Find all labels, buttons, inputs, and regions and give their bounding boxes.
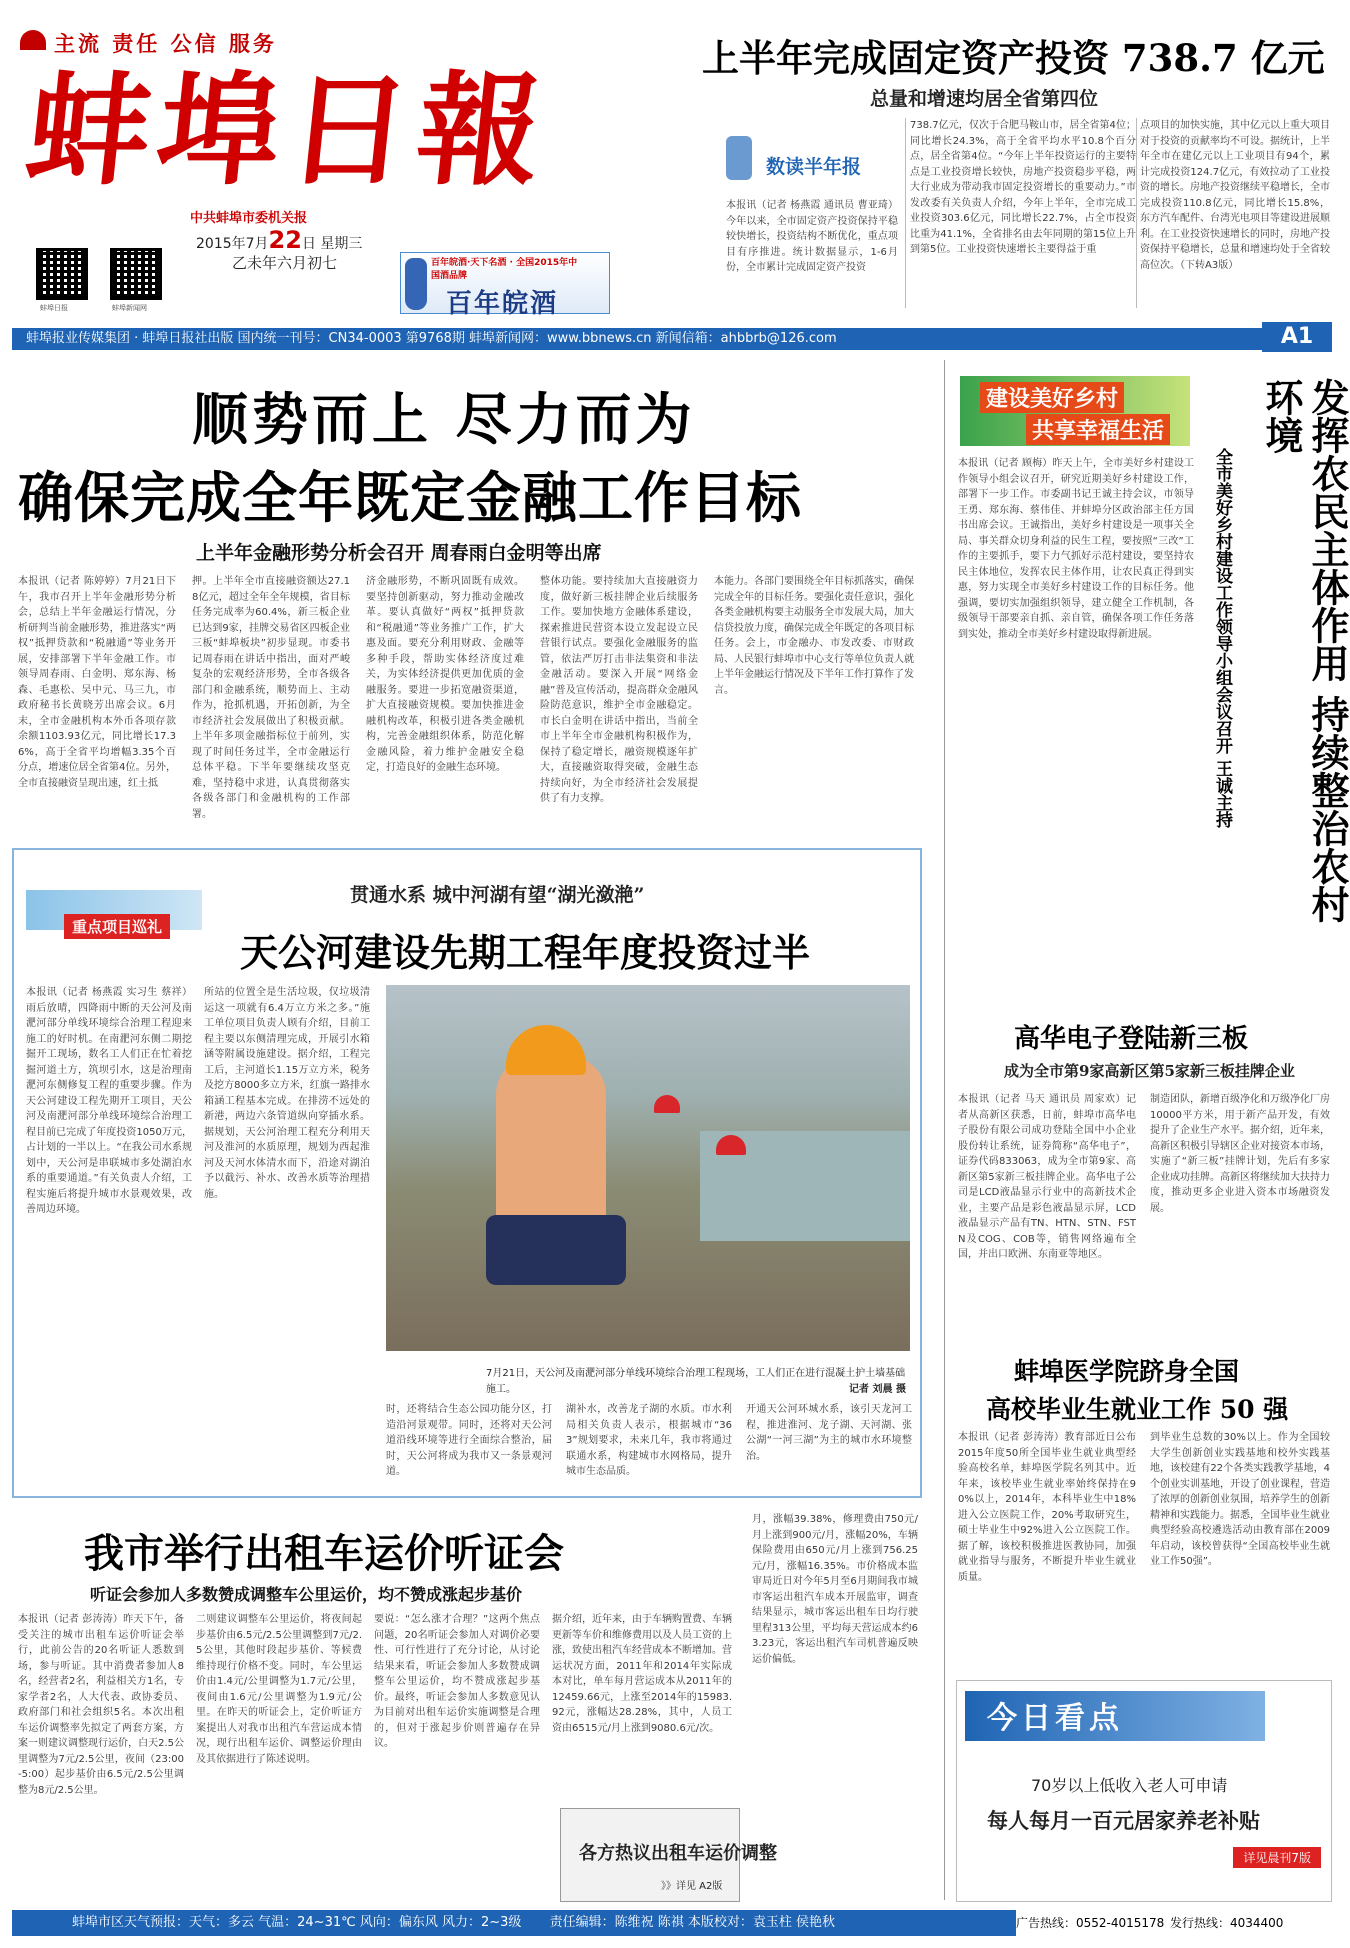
sponsor-line: 中共蚌埠市委机关报 [190,211,308,226]
qr-code-icon [110,248,162,300]
tech-headline: 高华电子登陆新三板 [1014,1024,1249,1054]
ad-tagline: 百年皖酒·天下名酒 · 全国2015年中国酒品牌 [431,258,578,281]
today-label: 今日看点 [987,1701,1123,1736]
tech-subhead: 成为全市第9家高新区第5家新三板挂牌企业 [1004,1062,1295,1080]
issue-date [196,226,362,254]
rural-body: 本报讯（记者 顾梅）昨天上午，全市美好乡村建设工作领导小组会议召开，研究近期美好乡村建设工作，部署下一步工作。市委副书记王诚主持会议，市领导王勇、郑东海、蔡伟佳、并蚌埠分区政治部主任方国书出席会议。王诚指出，美好乡村建设是一项事关全局、事关群众切身利益的民生工程，要按照“三改”工作的主要抓手，要下力气抓好示范村建设，要坚持农民主体地位，发挥农民主体作用，让农民真正得到实惠，努力实现全市美好乡村建设工作的目标任务。他强调，要切实加强组织领导，建立健全工作机制，各级领导干部要亲自抓、亲自管，确保各项工作任务落到实处，推动全市美好乡村建设取得新进展。 [958,458,1194,640]
banner-line-1: 建设美好乡村 [980,382,1124,413]
feature-kicker: 贯通水系 城中河湖有望“湖光潋滟” [350,884,645,906]
helmet-icon [506,1025,586,1075]
lead-col3: 济金融形势，不断巩固既有成效。要坚持创新驱动，努力推动金融改革。要认真做好“两权”抵押贷款和“税融通”等业务推广工作，扩大惠及面。要充分利用财政、金融等多种手段，帮助实体经济度过难关，为实体经济提供更加优质的金融服务。要进一步拓宽融资渠道，扩大直接融资规模。要加快推进金融机构改革，积极引进各类金融机构，完善金融组织体系，防范化解金融风险，着力维护金融安全稳定，打造良好的金融生态环境。 [366,576,524,773]
sidebar-divider [944,360,945,1900]
feature-bottom-1: 时，还将结合生态公园功能分区，打造沿河景观带。同时，还将对天公河道沿线环境等进行全面综合整治，届时，天公河将成为我市又一条景观河道。 [386,1404,552,1477]
column-divider [1136,118,1137,308]
top-story-col2: 738.7亿元，仅次于合肥马鞍山市，居全省第4位；同比增长24.3%，高于全省平均水平10.8个百分点，居全省第4位。“今年上半年投资运行的主要特点是工业投资增长较快，房地产投资稳步平稳，两大行业成为带动我市固定投资增长的重要动力。”市发改委有关负责人介绍，今年上半年，全市完成工业投资303.6亿元，同比增长22.7%，占全市投资比重为41.1%，全省排名由去年同期的第15位上升到第5位。工业投资快速增长主要得益于重 [910,120,1136,255]
qr-code-icon [36,248,88,300]
lead-col1: 本报讯（记者 陈婷婷）7月21日下午，我市召开上半年金融形势分析会，总结上半年金融运行情况，分析研判当前金融形势，推进落实“两权”抵押贷款和“税融通”等业务开展，安排部署下半年金融工作。市领导周春雨、白金明、郑东海、杨森、毛惠松、吴中元、马三九，市政府秘书长黄晓芳出席会议。6月末，全市金融机构本外币各项存款余额1103.93亿元，同比增长17.36%，高于全省平均增幅3.35个百分点，增速位居全省第4位。另外，全市直接融资呈现出速，红土抵 [18,576,176,789]
taxi-col5: 月，涨幅39.38%，修理费由750元/月上涨到900元/月，涨幅20%，车辆保险费用由650元/月上涨到756.25元/月，涨幅16.35%。市价格成本监审局近日对今年5月至6月期间我市城市客运出租汽车成本开展监审，调查结果显示，城市客运出租车日均行驶里程313公里，平均每天营运成本约63.23元，客运出租汽车司机普遍反映运价偏低。 [752,1514,918,1665]
banner-line-2: 共享幸福生活 [1026,414,1170,445]
worker-pants [486,1215,626,1285]
taxi-col2: 二则建议调整车公里运价，将夜间起步基价由6.5元/2.5公里调整到7元/2.5公里，其他时段起步基价、等候费维持现行价格不变。同时，车公里运价由1.4元/公里调整为1.7元/公里，夜间由1.6元/公里调整为1.9元/公里。在昨天的听证会上，定价听证方案提出人对我市出租汽车营运成本情况，现行出租车运价、调整运价理由及其依据进行了陈述说明。 [196,1614,362,1765]
today-sub: 70岁以上低收入老人可申请 [1031,1776,1228,1795]
tech-col2: 制造团队，新增百级净化和万级净化厂房10000平方米，用于新产品开发，有效提升了企业生产水平。据介绍，近年来，高新区积极引导辖区企业对接资本市场，实施了“新三板”挂牌计划，先后有多家企业成功挂牌。高新区将继续加大扶持力度，推动更多企业进入资本市场融资发展。 [1150,1094,1330,1214]
med-col2: 到毕业生总数的30%以上。作为全国较大学生创新创业实践基地和校外实践基地，该校建有22个各类实践教学基地，4个创业实训基地，开设了创业课程，营造了浓厚的创新创业氛围，培养学生的创新精神和实践能力。据悉，全国毕业生就业典型经验高校遴选活动由教育部在2009年启动，该校曾获得“全国高校毕业生就业工作50强”。 [1150,1432,1330,1567]
publication-info-bar: 蚌埠报业传媒集团 · 蚌埠日报社出版 国内统一刊号：CN34-0003 第9768期 蚌埠新闻网：www.bbnews.cn 新闻信箱：ahbbrb@126.com [12,328,1332,350]
masthead-slogan: 主流 责任 公信 服务 [54,32,277,56]
caption-credit: 记者 刘晨 摄 [849,1384,906,1395]
feature-headline: 天公河建设先期工程年度投资过半 [240,930,811,975]
sun-logo-icon [20,30,46,50]
taxi-related-box[interactable] [560,1808,777,1902]
related-title: 各方热议出租车运价调整 [579,1843,777,1864]
weather-forecast: 蚌埠市区天气预报：天气：多云 气温：24~31℃ 风向：偏东风 风力：2~3级 [72,1915,522,1930]
feature-bottom-2: 湖补水，改善龙子湖的水质。市水利局相关负责人表示，根据城市“363”规划要求，未来几年，我市将通过联通水系，构建城市水网格局，提升城市生态品质。 [566,1404,732,1477]
lead-col4: 整体功能。要持续加大直接融资力度，做好新三板挂牌企业后续服务工作。要加快地方金融体系建设，探索推进民营资本设立发起设立民营银行试点。要强化金融服务的监管，依法严厉打击非法集资和非法金融活动。要深入开展“网络金融”普及宣传活动，提高群众金融风险防范意识，维护全市金融稳定。市长白金明在讲话中指出，当前全市上半年全市金融机构积极作为，保持了稳定增长，融资规模逐年扩大，直接融资取得突破，金融生态持续向好，为全市经济社会发展提供了有力支撑。 [540,576,698,804]
newspaper-title: 蚌埠日報 [20,58,556,202]
top-story-subhead: 总量和增速均居全省第四位 [870,88,1099,110]
taxi-headline: 我市举行出租车运价听证会 [84,1530,564,1577]
lead-subhead: 上半年金融形势分析会召开 周春雨白金明等出席 [196,542,602,564]
related-ref: 》》详见 A2版 [661,1881,723,1892]
taxi-subhead: 听证会参加人多数赞成调整车公里运价，均不赞成涨起步基价 [90,1585,523,1604]
lead-col5: 本能力。各部门要围绕全年目标抓落实，确保完成全年的目标任务。要强化责任意识，强化各类金融机构要主动服务全市发展大局，加大信贷投放力度，确保完成全年既定的各项目标任务。会上，市金融办、市发改委、市财政局、人民银行蚌埠市中心支行等单位负责人就上半年金融运行情况及下半年工作打算作了发言。 [714,576,914,696]
feature-col1: 本报讯（记者 杨燕霞 实习生 蔡祥）雨后放晴，四降雨中断的天公河及南淝河部分单线环境综合治理工程迎来施工的好时机。在南淝河东侧二期挖掘开工现场，数名工人们正在忙着挖掘河道土方，筑坝引水，这是治理南淝河东侧修复工程的重要步骤。作为天公河建设工程先期开工项目，天公河及南淝河部分单线环境综合治理工程目前已完成了年度投资1050万元，占计划的一半以上。“在我公司水系规划中，天公河是串联城市多处湖泊水系的重要通道。”有关负责人介绍，工程实施后将提升城市水景观效果，改善周边环境。 [26,987,192,1215]
today-highlights-box[interactable] [956,1680,1332,1902]
med-headline-1: 蚌埠医学院跻身全国 [1014,1357,1240,1386]
qr-label: 蚌埠新闻网 [112,304,147,312]
top-story-col1: 本报讯（记者 杨燕霞 通讯员 曹亚琦）今年以来，全市固定资产投资保持平稳较快增长，投资结构不断优化，重点项目有序推进。统计数据显示，1-6月份，全市累计完成固定资产投资 [726,200,898,273]
liquor-ad[interactable] [400,252,610,319]
date-prefix: 2015年7月 [196,236,269,252]
photo-caption [486,1366,906,1398]
today-ref[interactable]: 详见晨刊7版 [1233,1847,1321,1868]
feature-col2: 所站的位置全是生活垃圾，仅垃圾清运这一项就有6.4万立方米之多。”施工单位项目负责人顾有介绍，目前工程主要以东侧清理完成，开展引水箱涵等附属设施建设。据介绍，工程完工后，主河道长1.15万立方米，税务及挖方8000多立方米，红旗一路排水箱涵工程基本完成。在排涝不远处的新港，两边六条管道纵向穿插水系。据规划，天公河治理工程充分利用天河及淮河的水质原理，规划为西起淮河及天河水体清水而下，沿途对湖泊予以截污、补水、改善水质等治理措施。 [204,987,370,1200]
ad-hotline: 广告热线：0552-4015178 [1016,1910,1172,1936]
ad-brand: 百年皖酒 [446,289,559,319]
page-number: A1 [1262,322,1332,352]
vase-icon [405,258,427,310]
top-story-headline: 上半年完成固定资产投资 738.7 亿元 [702,36,1325,80]
lead-headline-2: 确保完成全年既定金融工作目标 [18,465,803,530]
figure-icon [726,136,752,180]
taxi-col4: 据介绍，近年来，由于车辆购置费、车辆更新等车价和维修费用以及人员工资的上涨，致使出租汽车经营成本不断增加。营运状况方面，2011年和2014年实际成本对比，单车每月营运成本从2011年的12459.66元，上涨至2014年的15983.92元，涨幅达28.28%，其中，人员工资由6515元/月上涨到9080.6元/次。 [552,1614,732,1734]
tech-col1: 本报讯（记者 马天 通讯员 周家欢）记者从高新区获悉，日前，蚌埠市高华电子股份有限公司成功登陆全国中小企业股份转让系统，证券简称“高华电子”，证券代码833063，成为全市第9家、高新区第5家新三板挂牌企业。高华电子公司是LCD液晶显示行业中的高新技术企业，主要产品是彩色液晶显示屏，LCD液晶显示产品有TN、HTN、STN、FSTN及COG、COB等，销售网络遍布全国，并出口欧洲、东南亚等地区。 [958,1094,1136,1260]
rural-banner [960,376,1190,446]
qr-label: 蚌埠日报 [40,304,68,312]
rural-vertical-subhead: 全市美好乡村建设工作领导小组会议召开 王诚主持 [1212,448,1232,828]
rural-vertical-headline: 发挥农民主体作用 持续整治农村环境 [1259,378,1350,924]
column-divider [905,118,906,308]
distribution-hotline: 发行热线：4034400 [1170,1910,1332,1936]
caption-text: 7月21日，天公河及南淝河部分单线环境综合治理工程现场，工人们正在进行混凝土护土墙基础施工。 [486,1368,906,1395]
feature-bottom-3: 开通天公河环城水系，该引天龙河工程，推进淮河、龙子湖、天河湖、张公湖“一河三湖”为主的城市水环境整治。 [746,1404,912,1462]
top-story-col3: 点项目的加快实施，其中亿元以上重大项目对于投资的贡献率均不可设。据统计，上半年全市在建亿元以上工业项目有94个，累计完成投资124.7亿元，有效拉动了工业投资的增长。房地产投资继续平稳增长，全市完成投资110.8亿元，同比增长15.8%，东方汽车配件、台湾光电项目等建设进展顺利。在工业投资快速增长的同时，房地产投资保持平稳增长，总量和增速均处于全省较高位次。（下转A3版） [1140,120,1330,271]
lead-col2: 押。上半年全市直接融资额达27.18亿元，超过全年全年规模，省目标任务完成率为60.4%，新三板企业已达到9家，挂牌交易省区四板企业三板“蚌埠板块”初步显现。市委书记周春雨在讲话中指出，面对严峻复杂的宏观经济形势，全市各级各部门和金融系统，顺势而上、主动作为，抢抓机遇，开拓创新，为全市经济社会发展做出了积极贡献。上半年多项金融指标位于前列，实现了时间任务过半，全市金融运行总体平稳。下半年要继续攻坚克难，坚持稳中求进，认真贯彻落实各级各部门和金融机构的工作部署。 [192,576,350,820]
med-headline-2: 高校毕业生就业工作 50 强 [986,1395,1289,1424]
feature-label: 重点项目巡礼 [64,914,170,939]
med-col1: 本报讯（记者 彭涛涛）教育部近日公布2015年度50所全国毕业生就业典型经验高校名单，蚌埠医学院名列其中。近年来，该校毕业生就业率始终保持在90%以上，2014年，本科毕业生中18%进入公立医院工作，20%考取研究生，硕士毕业生中92%进入公立医院工作。据了解，该校积极推进医教协同，加强就业指导与服务，不断提升毕业生就业质量。 [958,1432,1136,1583]
half-year-report-logo [726,128,886,184]
editors-line: 责任编辑：陈维祝 陈祺 本版校对：袁玉柱 侯艳秋 [549,1915,835,1930]
logo-text: 数读半年报 [766,156,862,178]
lead-headline-1: 顺势而上 尽力而为 [192,387,696,453]
helmet-icon [654,1095,680,1113]
taxi-col3: 要说：“怎么涨才合理？”这两个焦点问题，20名听证会参加人对调价必要性、可行性进行了充分讨论，从讨论结果来看，听证会参加人多数赞成调整车公里运价，均不赞成涨起步基价。最终，听证会参加人多数意见认为目前对出租车运价实施调整是合理的，但对于涨起步价则普遍存在异议。 [374,1614,540,1749]
taxi-col1: 本报讯（记者 彭涛涛）昨天下午，备受关注的城市出租车运价听证会举行，此前公告的20名听证人悉数到场，参与听证。其中消费者参加人8名，经营者2名，利益相关方1名，专家学者2名，人大代表、政协委员、政府部门和社会组织5名。本次出租车运价调整率先拟定了两套方案，方案一则建议调整现行运价，白天2.5公里调整为7元/2.5公里，夜间（23:00-5:00）起步基价由6.5元/2.5公里调整为8元/2.5公里。 [18,1614,184,1796]
today-headline: 每人每月一百元居家养老补贴 [987,1809,1260,1833]
date-day: 22 [268,226,302,254]
construction-photo [386,985,910,1351]
date-suffix: 日 星期三 [301,236,363,252]
lunar-date: 乙未年六月初七 [232,254,338,272]
